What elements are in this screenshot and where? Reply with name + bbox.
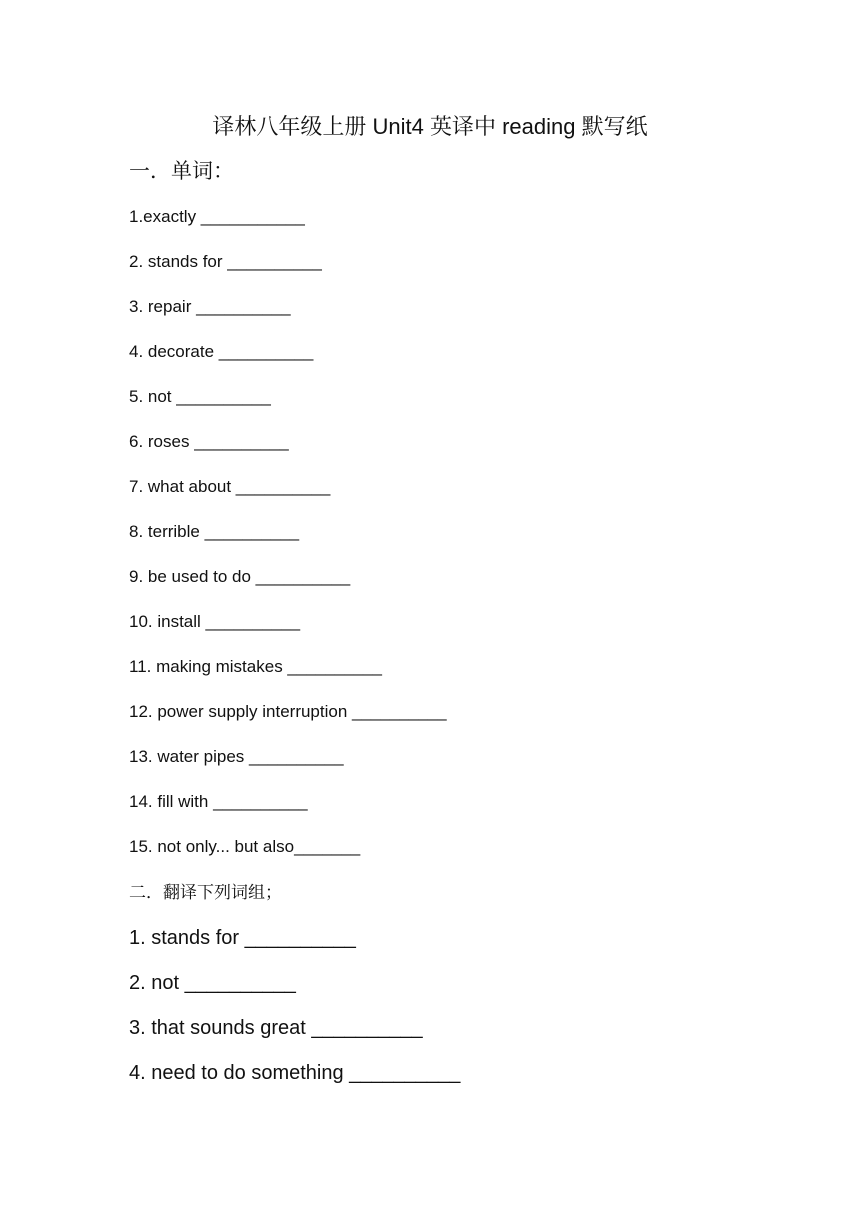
- vocab-item-1: 1.exactly ___________: [129, 207, 305, 226]
- vocab-item-15: 15. not only... but also_______: [129, 837, 361, 856]
- phrase-item-4: 4. need to do something __________: [129, 1062, 461, 1084]
- vocab-item-10: 10. install __________: [129, 612, 301, 631]
- phrase-item-1: 1. stands for __________: [129, 927, 356, 949]
- vocab-item-14: 14. fill with __________: [129, 792, 308, 811]
- vocab-item-4: 4. decorate __________: [129, 342, 314, 361]
- vocab-item-7: 7. what about __________: [129, 477, 331, 496]
- page-title: 译林八年级上册 Unit4 英译中 reading 默写纸: [212, 114, 648, 139]
- vocab-item-8: 8. terrible __________: [129, 522, 300, 541]
- vocab-item-5: 5. not __________: [129, 387, 271, 406]
- vocab-item-12: 12. power supply interruption __________: [129, 702, 447, 721]
- vocab-item-9: 9. be used to do __________: [129, 567, 351, 586]
- vocab-item-13: 13. water pipes __________: [129, 747, 344, 766]
- phrase-item-2: 2. not __________: [129, 972, 296, 994]
- section-1-heading: 一．单词：: [129, 160, 234, 183]
- phrase-item-3: 3. that sounds great __________: [129, 1017, 423, 1039]
- vocab-item-3: 3. repair __________: [129, 297, 291, 316]
- section-2-heading: 二．翻译下列词组；: [129, 883, 282, 903]
- vocab-item-2: 2. stands for __________: [129, 252, 322, 271]
- vocab-item-6: 6. roses __________: [129, 432, 289, 451]
- vocab-item-11: 11. making mistakes __________: [129, 657, 382, 676]
